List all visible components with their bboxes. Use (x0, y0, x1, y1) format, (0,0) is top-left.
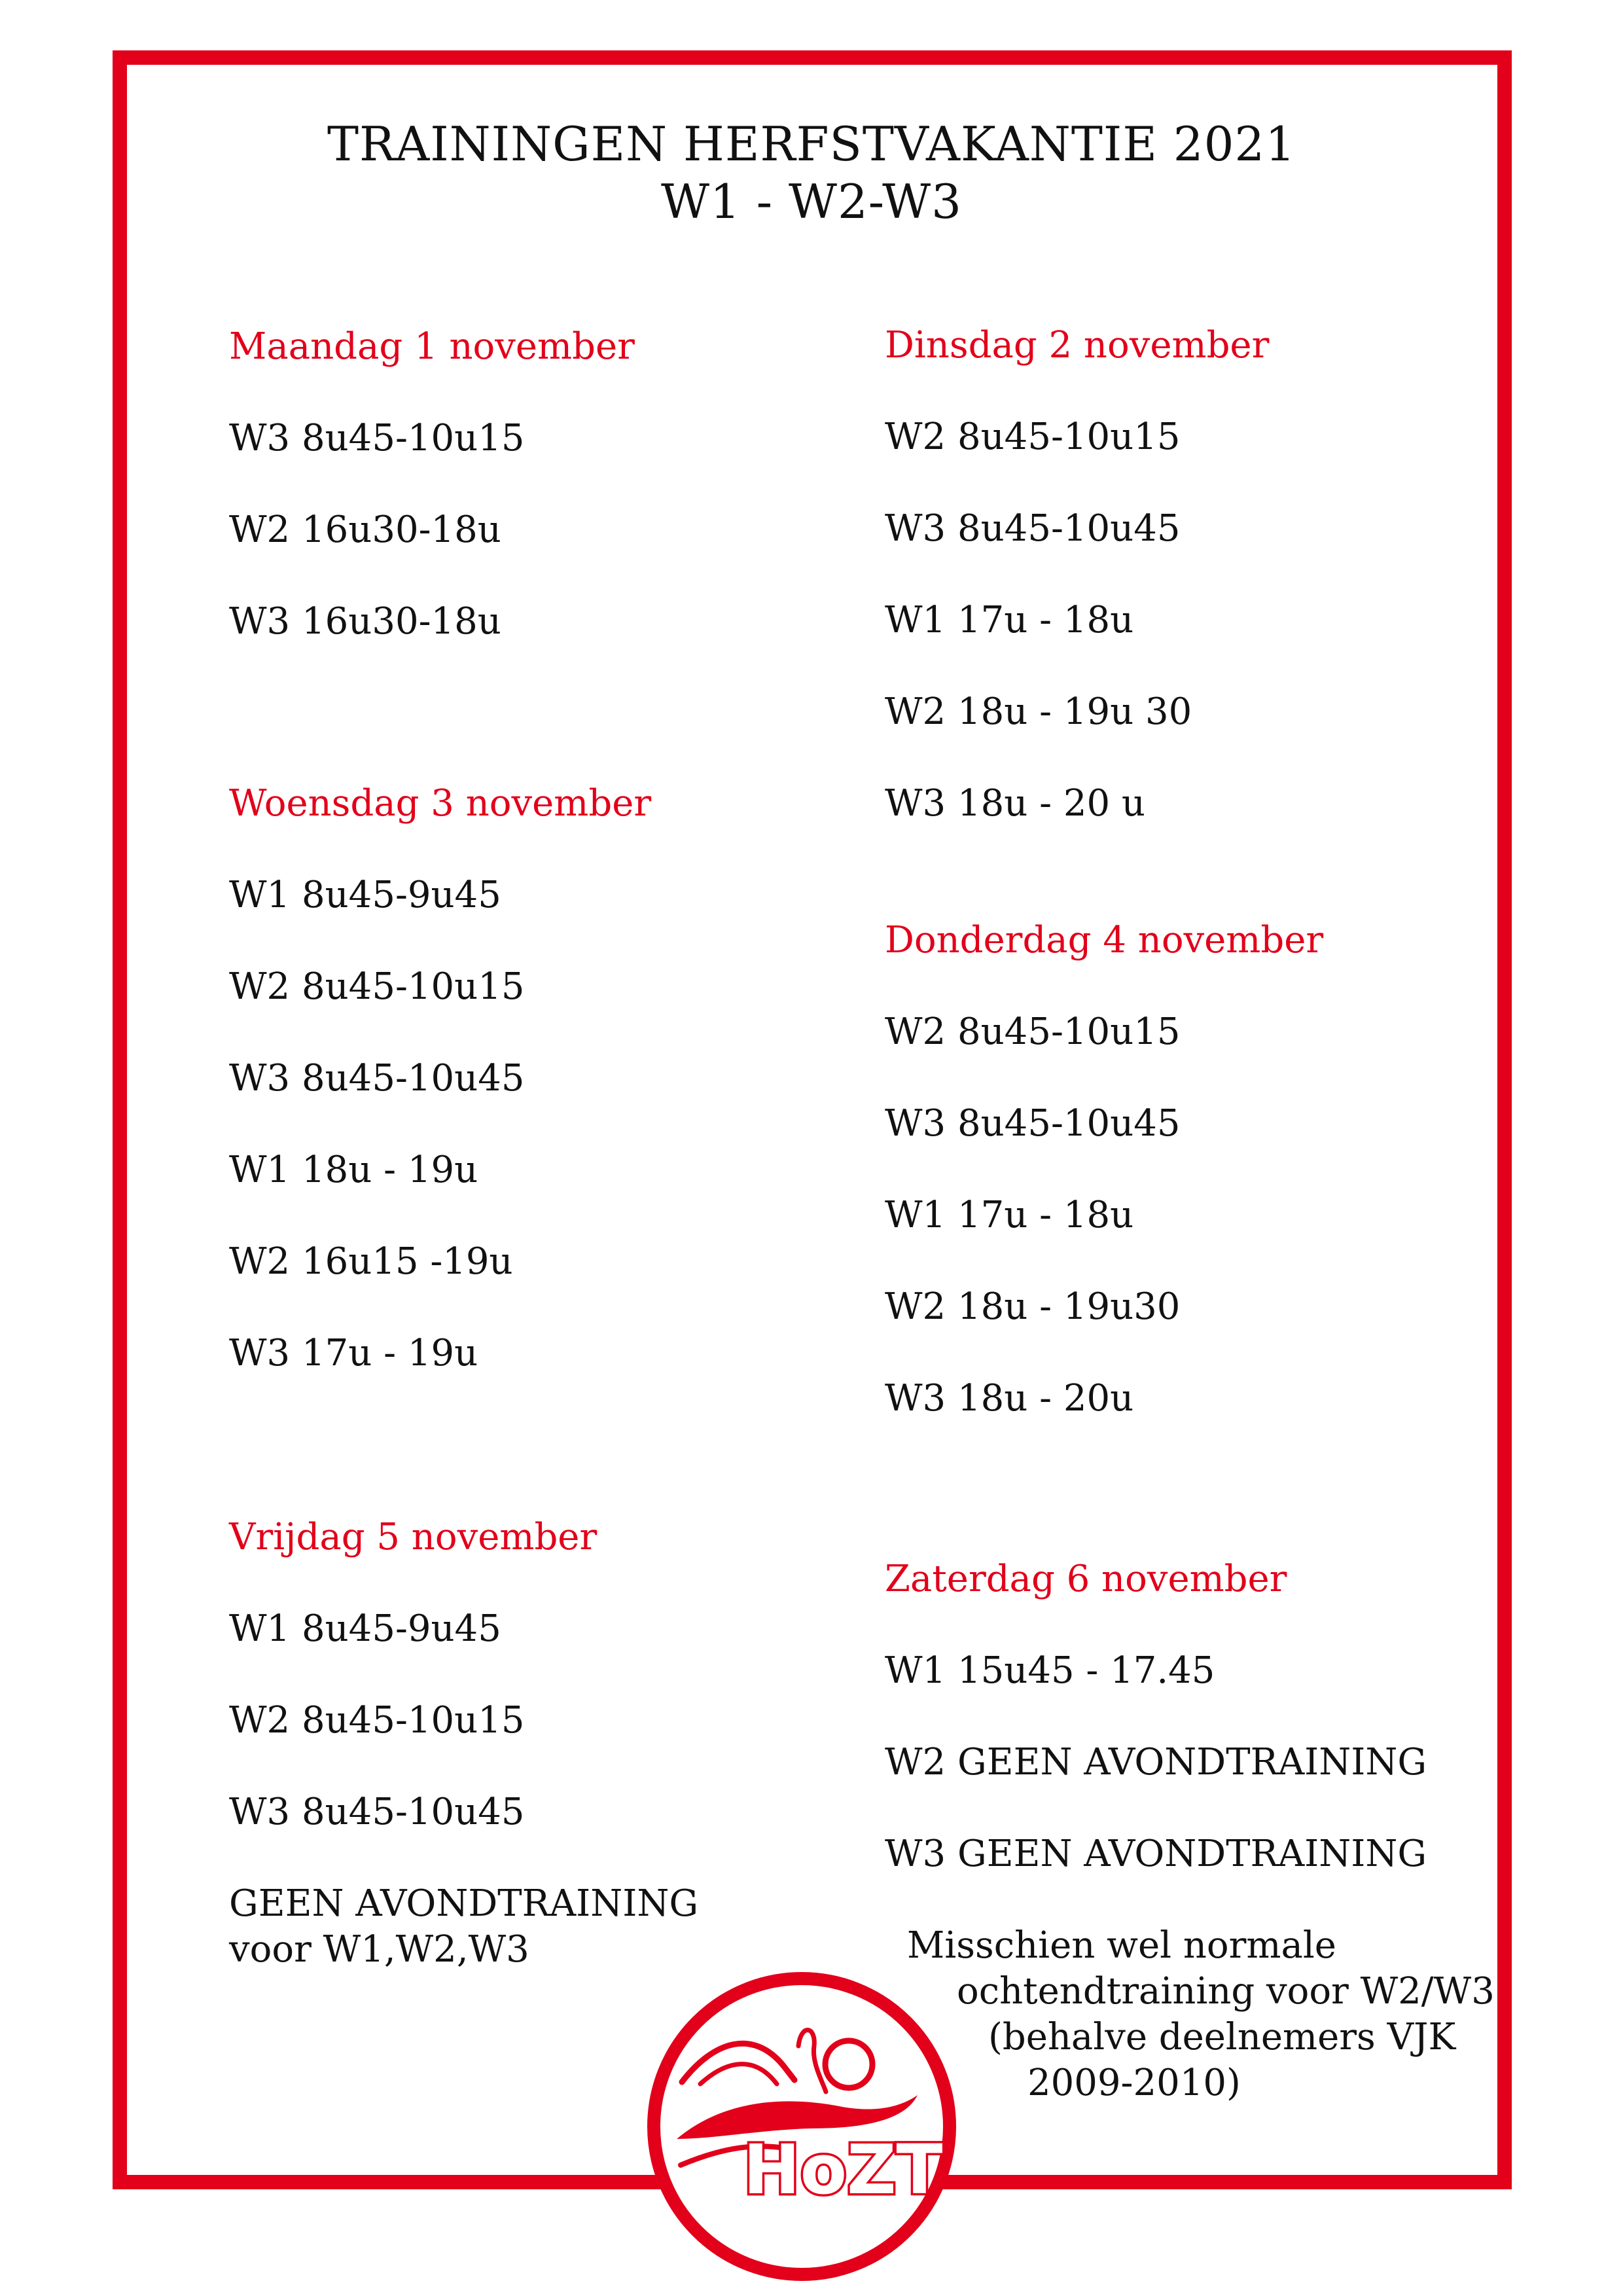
session-line: W3 18u - 20u (885, 1377, 1134, 1420)
session-line: W1 8u45-9u45 (229, 1607, 501, 1650)
session-line: W1 15u45 - 17.45 (885, 1649, 1215, 1692)
session-line: W1 17u - 18u (885, 599, 1134, 641)
session-line: W3 18u - 20 u (885, 782, 1145, 825)
club-logo (643, 1967, 961, 2286)
day-heading-dinsdag: Dinsdag 2 november (885, 324, 1270, 367)
session-line: W3 8u45-10u45 (885, 507, 1181, 550)
session-line: W3 GEEN AVONDTRAINING (885, 1833, 1427, 1875)
day-heading-woensdag: Woensdag 3 november (229, 782, 652, 825)
day-heading-zaterdag: Zaterdag 6 november (885, 1558, 1287, 1600)
session-line: W3 8u45-10u45 (885, 1102, 1181, 1145)
logo-wordmark: HoZT (743, 2130, 943, 2210)
session-line: W1 8u45-9u45 (229, 874, 501, 916)
no-evening-training-note: voor W1,W2,W3 (229, 1928, 529, 1971)
saturday-note: 2009-2010) (1027, 2062, 1241, 2104)
session-line: W3 8u45-10u45 (229, 1791, 525, 1833)
session-line: W2 8u45-10u15 (229, 965, 525, 1008)
day-heading-maandag: Maandag 1 november (229, 325, 635, 368)
session-line: W3 16u30-18u (229, 600, 501, 643)
page-title: TRAININGEN HERFSTVAKANTIE 2021 (327, 117, 1296, 171)
session-line: W1 18u - 19u (229, 1149, 478, 1191)
saturday-note: ochtendtraining voor W2/W3 (957, 1970, 1495, 2013)
no-evening-training-note: GEEN AVONDTRAINING (229, 1882, 699, 1925)
session-line: W2 18u - 19u30 (885, 1285, 1181, 1328)
session-line: W2 GEEN AVONDTRAINING (885, 1741, 1427, 1784)
session-line: W2 16u30-18u (229, 509, 501, 551)
session-line: W3 8u45-10u15 (229, 417, 525, 459)
page-subtitle: W1 - W2-W3 (661, 174, 962, 229)
saturday-note: Misschien wel normale (907, 1924, 1336, 1967)
session-line: W1 17u - 18u (885, 1194, 1134, 1236)
session-line: W2 8u45-10u15 (229, 1699, 525, 1742)
saturday-note: (behalve deelnemers VJK (988, 2016, 1456, 2058)
day-heading-vrijdag: Vrijdag 5 november (229, 1516, 597, 1558)
session-line: W2 8u45-10u15 (885, 1011, 1181, 1053)
session-line: W3 8u45-10u45 (229, 1057, 525, 1100)
session-line: W2 16u15 -19u (229, 1240, 513, 1283)
session-line: W2 18u - 19u 30 (885, 691, 1192, 733)
day-heading-donderdag: Donderdag 4 november (885, 919, 1324, 961)
session-line: W2 8u45-10u15 (885, 416, 1181, 458)
session-line: W3 17u - 19u (229, 1332, 478, 1374)
